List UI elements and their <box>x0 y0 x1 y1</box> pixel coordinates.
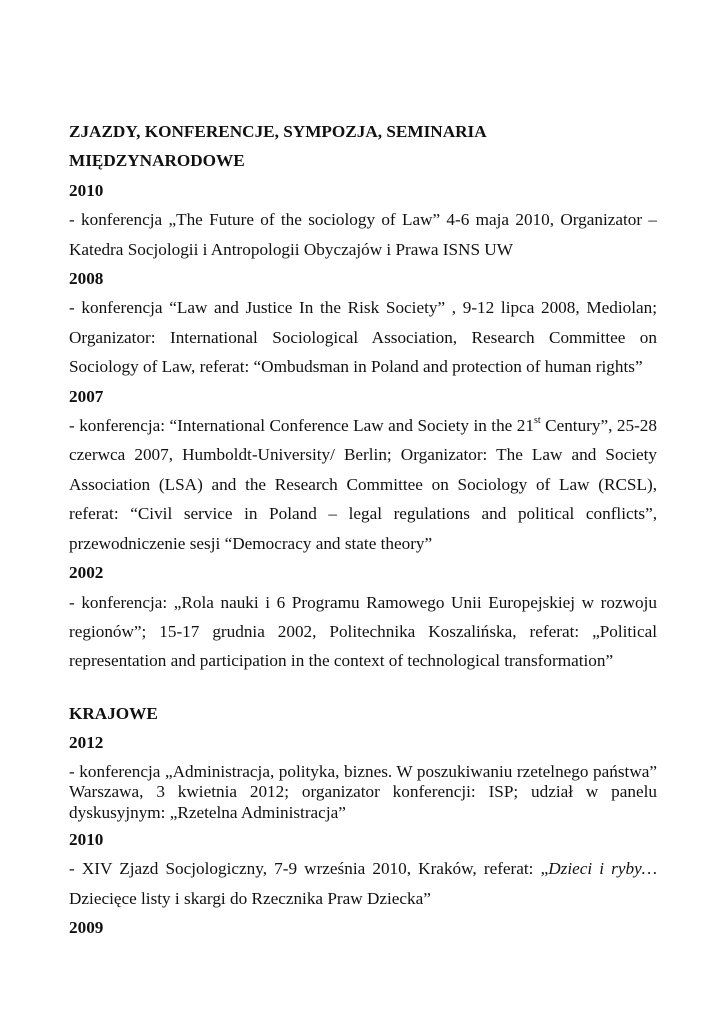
section-spacer <box>69 676 657 699</box>
section-title-line2: MIĘDZYNARODOWE <box>69 151 245 171</box>
entry-2007-international <box>69 411 657 558</box>
document-content <box>69 117 657 943</box>
entry-2010-text-after: Dziecięce listy i skargi do Rzecznika Praw Dziecka” <box>69 888 431 908</box>
entry-2008-international: - konferencja “Law and Justice In the Risk Society” , 9-12 lipca 2008, Mediolan; Organizator: International Sociological Association, Research Committee on Sociology of Law, referat: “Ombudsman in Poland and protection of human rights” <box>69 298 657 377</box>
entry-2002-international: - konferencja: „Rola nauki i 6 Programu Ramowego Unii Europejskiej w rozwoju regionów”; 15-17 grudnia 2002, Politechnika Koszalińska, referat: „Political representation and participation in the context of technological transformation” <box>69 592 657 671</box>
section-title-line1: ZJAZDY, KONFERENCJE, SYMPOZJA, SEMINARIA <box>69 122 487 141</box>
entry-2010-international: - konferencja „The Future of the sociology of Law” 4-6 maja 2010, Organizator – Katedra Socjologii i Antropologii Obyczajów i Prawa ISNS UW <box>69 210 657 259</box>
entry-2010-text-before: - XIV Zjazd Socjologiczny, 7-9 września 2010, Kraków, referat: „ <box>69 859 549 879</box>
entry-2012-national: - konferencja „Administracja, polityka, biznes. W poszukiwaniu rzetelnego państwa” Warszawa, 3 kwietnia 2012; organizator konferencji: ISP; udział w panelu dyskusyjnym: „Rzetelna Administracja” <box>69 761 657 822</box>
year-2007: 2007 <box>69 386 104 406</box>
year-2009: 2009 <box>69 918 104 938</box>
entry-2010-italic-title: Dzieci i ryby… <box>548 859 657 879</box>
entry-2007-text-part1: - konferencja: “International Conference Law and Society in the 21 <box>69 416 534 436</box>
entry-2010-national <box>69 854 657 913</box>
year-2008: 2008 <box>69 269 104 289</box>
year-2010: 2010 <box>69 180 104 200</box>
year-2010-national: 2010 <box>69 830 104 850</box>
section-title-national: KRAJOWE <box>69 703 158 723</box>
entry-2007-text-part2: Century”, 25-28 czerwca 2007, Humboldt-University/ Berlin; Organizator: The Law and Society Association (LSA) and the Research Committee on Sociology of Law (RCSL), referat: “Civil service in Poland – legal regulations and political conflicts”, przewodniczenie sesji “Democracy and state theory” <box>69 416 657 553</box>
ordinal-superscript: st <box>533 415 541 427</box>
year-2002: 2002 <box>69 563 104 583</box>
year-2012: 2012 <box>69 733 104 753</box>
